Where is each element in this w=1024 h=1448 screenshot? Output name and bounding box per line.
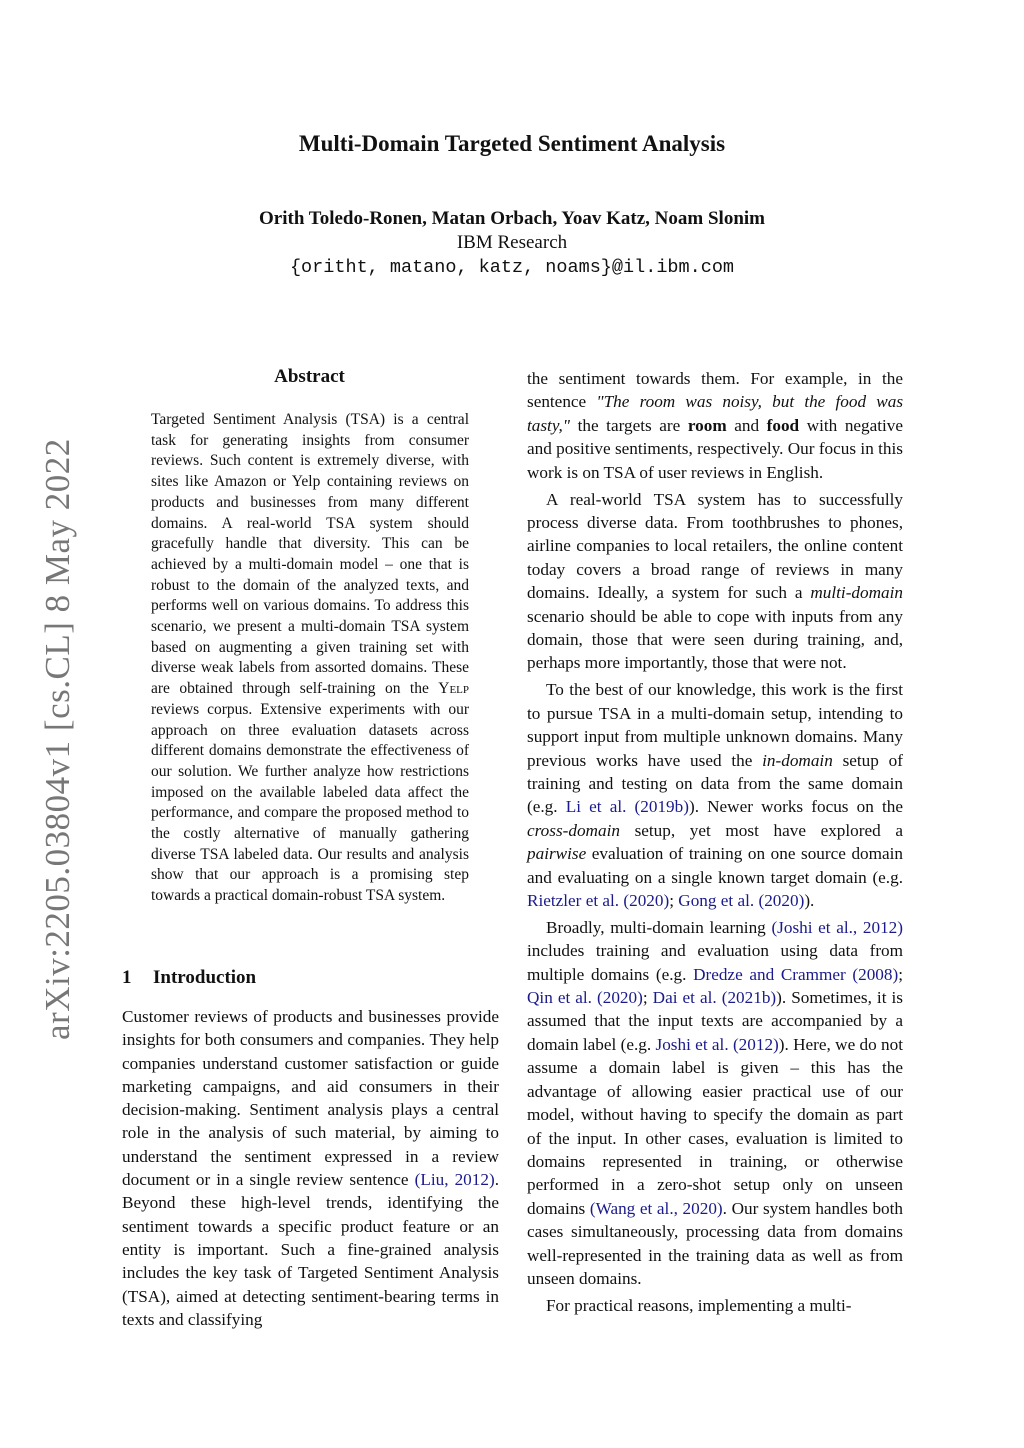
text-run: the sentiment towards them. For example, in the sentence xyxy=(527,369,903,412)
section-number: 1 xyxy=(122,967,132,988)
citation-link[interactable]: Rietzler et al. (2020) xyxy=(527,890,670,910)
text-run: Broadly, multi-domain learning xyxy=(546,917,766,937)
text-run: with negative and positive sentiments, respectively. Our focus in this work is on TSA of user reviews in English. xyxy=(527,415,904,482)
arxiv-identifier: arXiv:2205.03804v1 [cs.CL] 8 May 2022 xyxy=(38,438,77,1040)
affiliation: IBM Research xyxy=(456,232,568,253)
yelp-term: Yelp xyxy=(438,680,470,698)
emphasis: multi-domain xyxy=(810,583,903,603)
text-run: ). xyxy=(804,890,815,910)
paragraph xyxy=(527,488,903,675)
text-run: ). Sometimes, it is assumed that the input texts are accompanied by a domain label (e.g. xyxy=(527,988,903,1054)
abstract-text-part: reviews corpus. Extensive experiments with our approach on three evaluation datasets across different domains demonstrate the effectiveness of our solution. We further analyze how restrictions imposed on the available labeled data affect the performance, and compare the proposed method to the costly alternative of manually gathering diverse TSA labeled data. Our results and analysis show that our approach is a promising step towards a practical domain-robust TSA system. xyxy=(151,700,469,905)
text-run: To the best of our knowledge, this work is the first to pursue TSA in a multi-domain setup, intending to support input from multiple unknown domains. Many previous works have used the xyxy=(527,680,903,770)
text-run: ; xyxy=(642,988,648,1008)
citation-link[interactable]: Gong et al. (2020) xyxy=(678,890,805,910)
citation-link[interactable]: Qin et al. (2020) xyxy=(527,988,643,1008)
abstract-body xyxy=(151,410,469,907)
citation-link[interactable]: Dredze and Crammer (2008) xyxy=(693,964,899,984)
text-run: . Beyond these high-level trends, identifying the sentiment towards a specific product feature or an entity is important. Such a fine-grained analysis includes the key task of Targeted Sentiment Analysis (TSA), aimed at detecting sentiment-bearing terms in texts and classifying xyxy=(122,1170,499,1329)
right-column-body xyxy=(527,367,903,1317)
citation-link[interactable]: Dai et al. (2021b) xyxy=(652,988,777,1008)
author-emails: {oritht, matano, katz, noams}@il.ibm.com xyxy=(289,257,735,278)
emphasis: cross-domain xyxy=(527,820,620,840)
target-term: room xyxy=(687,415,727,435)
citation-link[interactable]: Li et al. (2019b) xyxy=(565,797,689,817)
abstract-text-part: Targeted Sentiment Analysis (TSA) is a central task for generating insights from consumer reviews. Such content is extremely diverse, with sites like Amazon or Yelp containing reviews on products and businesses from many different domains. A real-world TSA system should gracefully handle that diversity. This can be achieved by a multi-domain model – one that is robust to the domain of the analyzed texts, and performs well on various domains. To address this scenario, we present a multi-domain TSA system based on augmenting a given training set with diverse weak labels from assorted domains. These are obtained through self-training on the xyxy=(151,411,469,698)
emphasis: pairwise xyxy=(527,844,587,864)
paragraph xyxy=(527,678,903,912)
text-run: includes training and evaluation using data from multiple domains (e.g. xyxy=(527,941,903,984)
text-run: setup of training and testing on data from the same domain (e.g. xyxy=(527,750,903,817)
author-list: Orith Toledo-Ronen, Matan Orbach, Yoav Katz, Noam Slonim xyxy=(259,208,765,229)
abstract-heading: Abstract xyxy=(274,366,345,387)
text-run: ; xyxy=(898,964,904,984)
section-heading-introduction xyxy=(122,967,256,989)
text-run: setup, yet most have explored a xyxy=(634,820,903,840)
emphasis: in-domain xyxy=(762,750,833,770)
paragraph xyxy=(527,367,903,484)
text-run: ). Here, we do not assume a domain label is given – this has the advantage of allowing easier practical use of our model, without having to specify the domain as part of the input. In other cases, evaluation is limited to domains represented in training, or otherwise performed in a zero-shot setup only on unseen domains xyxy=(527,1034,904,1218)
text-run: ; xyxy=(669,890,674,910)
text-run: the targets are xyxy=(577,415,681,435)
paragraph xyxy=(527,1294,903,1317)
left-column-body xyxy=(122,1005,499,1331)
paragraph xyxy=(527,916,903,1291)
citation-link[interactable]: (Liu, 2012) xyxy=(414,1170,495,1190)
text-run: ). Newer works focus on the xyxy=(688,797,903,817)
citation-link[interactable]: (Wang et al., 2020) xyxy=(589,1198,723,1218)
paragraph xyxy=(122,1005,499,1331)
paper-title: Multi-Domain Targeted Sentiment Analysis xyxy=(298,131,726,156)
section-title: Introduction xyxy=(153,967,257,988)
citation-link[interactable]: Joshi et al. (2012) xyxy=(655,1034,779,1054)
text-run: evaluation of training on one source domain and evaluating on a single known target domain (e.g. xyxy=(527,844,904,887)
text-run: scenario should be able to cope with inputs from any domain, those that were seen during training, and, perhaps more importantly, those that were not. xyxy=(527,606,903,673)
text-run: For practical reasons, implementing a multi- xyxy=(546,1295,852,1315)
text-run: A real-world TSA system has to successfully process diverse data. From toothbrushes to phones, airline companies to local retailers, the online content today covers a broad range of reviews in many domains. Ideally, a system for such a xyxy=(527,489,903,603)
text-run: . Our system handles both cases simultaneously, processing data from domains well-represented in the training data as well as from unseen domains. xyxy=(527,1198,904,1288)
citation-link[interactable]: (Joshi et al., 2012) xyxy=(771,917,903,937)
text-run: and xyxy=(734,415,760,435)
text-run: Customer reviews of products and businesses provide insights for both consumers and companies. They help companies understand customer satisfaction or guide marketing campaigns, and aid consumers in their decision-making. Sentiment analysis plays a central role in the analysis of such material, by aiming to understand the sentiment expressed in a review document or in a single review sentence xyxy=(122,1007,499,1190)
target-term: food xyxy=(766,415,800,435)
example-sentence: "The room was noisy, but the food was tasty," xyxy=(527,392,904,435)
